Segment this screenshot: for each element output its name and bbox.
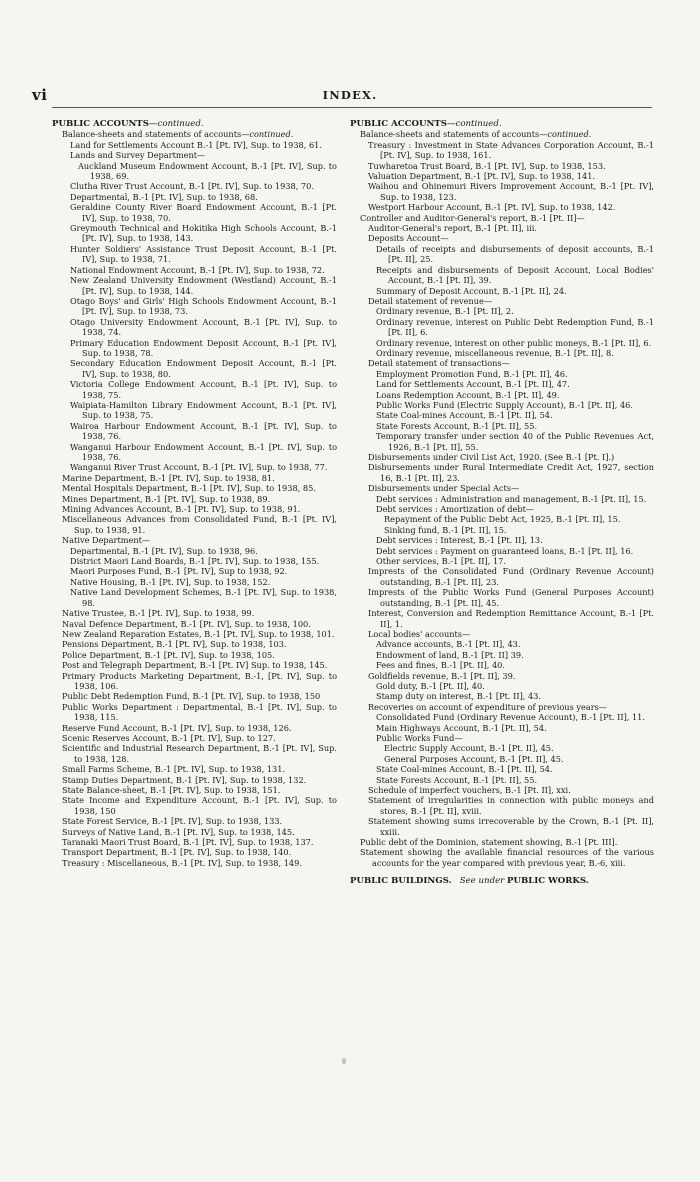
index-entry: Marine Department, B.-1 [Pt. IV], Sup. to 1938, 81.: [62, 472, 275, 483]
index-entry: Native Housing, B.-1 [Pt. IV], Sup. to 1938, 152.: [70, 576, 271, 587]
index-entry: Ordinary revenue, interest on Public Debt Redemption Fund, B.-1 [Pt. II], 6.: [376, 316, 654, 338]
index-entry: Endowment of land, B.-1 [Pt. II] 39.: [376, 649, 524, 660]
index-entry: Debt services : Amortization of debt—: [376, 504, 535, 515]
index-entry: Lands and Survey Department—: [70, 150, 206, 161]
index-entry: Other services, B.-1 [Pt. II], 17.: [376, 556, 506, 567]
index-entry: Transport Department, B.-1 [Pt. IV], Sup. to 1938, 140.: [62, 847, 292, 858]
index-entry: Taranaki Maori Trust Board, B.-1 [Pt. IV], Sup. to 1938, 137.: [62, 837, 314, 848]
index-entry: Sinking fund, B.-1 [Pt. II], 15.: [384, 524, 507, 535]
index-entry: Recoveries on account of expenditure of previous years—: [368, 701, 608, 712]
index-entry: Primary Products Marketing Department, B.-1, [Pt. IV], Sup. to 1938, 106.: [62, 670, 337, 691]
index-entry: Geraldine County River Board Endowment Account, B.-1 [Pt. IV], Sup. to 1938, 70.: [70, 202, 337, 223]
index-entry: Public debt of the Dominion, statement showing, B.-1 [Pt. III].: [360, 837, 618, 848]
paper-speck: [342, 1058, 346, 1064]
header-rule: [52, 107, 652, 108]
index-entry: State Forests Account, B.-1 [Pt. II], 55.: [376, 774, 538, 785]
index-entry: State Coal-mines Account, B.-1 [Pt. II], 54.: [376, 764, 553, 775]
index-entry: Disbursements under Rural Intermediate Credit Act, 1927, section 16, B.-1 [Pt. II], 23.: [368, 462, 654, 483]
index-entry: Controller and Auditor-General's report, B.-1 [Pt. II]—: [360, 212, 585, 223]
index-entry: Loans Redemption Account, B.-1 [Pt. II], 49.: [376, 389, 560, 400]
index-entry: Ordinary revenue, miscellaneous revenue, B.-1 [Pt. II], 8.: [376, 347, 614, 358]
index-entry: Repayment of the Public Debt Act, 1925, B.-1 [Pt. II], 15.: [384, 514, 621, 525]
index-entry: Maori Purposes Fund, B.-1 [Pt. IV], Sup to 1938, 92.: [70, 566, 288, 577]
index-entry: Stamp duty on interest, B.-1 [Pt. II], 43.: [376, 691, 541, 702]
index-entry: Statement showing sums irrecoverable by the Crown, B.-1 [Pt. II], xxiii.: [368, 816, 654, 837]
section-heading: PUBLIC ACCOUNTS—continued.: [52, 119, 204, 129]
index-entry: State Forest Service, B.-1 [Pt. IV], Sup. to 1938, 133.: [62, 816, 283, 827]
page-number: vi: [32, 86, 48, 104]
index-entry: Valuation Department, B.-1 [Pt. IV], Sup. to 1938, 141.: [368, 171, 596, 182]
index-entry: Fees and fines, B.-1 [Pt. II], 40.: [376, 660, 505, 671]
index-entry: Police Department, B.-1 [Pt. IV], Sup. to 1938, 105.: [62, 649, 275, 660]
index-entry: Public Works Fund (Electric Supply Account), B.-1 [Pt. II], 46.: [376, 399, 633, 410]
right-column: [350, 119, 654, 887]
index-entry: Westport Harbour Account, B.-1 [Pt. IV], Sup. to 1938, 142.: [368, 202, 616, 213]
index-entry: Disbursements under Special Acts—: [368, 483, 520, 494]
index-entry: Treasury : Investment in State Advances Corporation Account, B.-1 [Pt. IV], Sup. to 1938, 161.: [368, 139, 654, 161]
index-entry: Public Debt Redemption Fund, B.-1 [Pt. IV], Sup. to 1938, 150: [62, 691, 321, 702]
left-column: [52, 119, 337, 868]
cross-reference-heading: [350, 876, 654, 886]
index-entry: Naval Defence Department, B.-1 [Pt. IV], Sup. to 1938, 100.: [62, 618, 311, 629]
index-entry: Waihou and Ohinemuri Rivers Improvement Account, B.-1 [Pt. IV], Sup. to 1938, 123.: [368, 181, 654, 202]
index-entry: Native Land Development Schemes, B.-1 [Pt. IV], Sup. to 1938, 98.: [70, 587, 337, 608]
index-entry: Debt services : Interest, B.-1 [Pt. II], 13.: [376, 535, 543, 546]
index-entry: Main Highways Account, B.-1 [Pt. II], 54.: [376, 722, 547, 733]
index-entry: Otago Boys' and Girls' High Schools Endowment Account, B.-1 [Pt. IV], Sup. to 1938, 73.: [70, 295, 337, 317]
index-entry: Deposits Account—: [368, 233, 449, 244]
index-entry: Reserve Fund Account, B.-1 [Pt. IV], Sup. to 1938, 126.: [62, 722, 292, 733]
index-entry: Statement showing the available financial resources of the various accounts for the year compared with previous year, B.-6, xiii.: [360, 847, 654, 868]
running-head: INDEX.: [322, 88, 378, 102]
index-entry: Miscellaneous Advances from Consolidated Fund, B.-1 [Pt. IV], Sup. to 1938, 91.: [62, 514, 337, 535]
index-entry: Otago University Endowment Account, B.-1 [Pt. IV], Sup. to 1938, 74.: [70, 316, 337, 338]
index-entry: Public Works Fund—: [376, 732, 463, 743]
index-entry: Native Department—: [62, 535, 151, 546]
cross-reference-term: PUBLIC BUILDINGS.: [350, 876, 452, 887]
index-entry: Secondary Education Endowment Deposit Account, B.-1 [Pt. IV], Sup. to 1938, 80.: [70, 358, 337, 379]
section-heading: PUBLIC ACCOUNTS—continued.: [350, 119, 502, 129]
index-entry: Primary Education Endowment Deposit Account, B.-1 [Pt. IV], Sup. to 1938, 78.: [70, 337, 337, 358]
index-entry: Small Farms Scheme, B.-1 [Pt. IV], Sup. to 1938, 131.: [62, 764, 286, 775]
index-entry: Statement of irregularities in connection with public moneys and stores, B.-1 [Pt. II], xviii.: [368, 795, 654, 816]
index-entry: Scenic Reserves Account, B.-1 [Pt. IV], Sup. to 127.: [62, 732, 276, 743]
index-entry: Auckland Museum Endowment Account, B.-1 [Pt. IV], Sup. to 1938, 69.: [78, 160, 337, 182]
index-entry: State Balance-sheet, B.-1 [Pt. IV], Sup. to 1938, 151.: [62, 785, 281, 795]
index-entry: Details of receipts and disbursements of deposit accounts, B.-1 [Pt. II], 25.: [376, 243, 654, 265]
subsection-heading: Balance-sheets and statements of accounts—continued.: [62, 129, 294, 140]
subsection-heading: Balance-sheets and statements of accounts—continued.: [360, 129, 592, 140]
index-entry: Pensions Department, B.-1 [Pt. IV], Sup. to 1938, 103.: [62, 639, 287, 650]
index-entry: Employment Promotion Fund, B.-1 [Pt. II], 46.: [376, 368, 568, 379]
index-entry: District Maori Land Boards, B.-1 [Pt. IV], Sup. to 1938, 155.: [70, 556, 320, 567]
index-entry: Advance accounts, B.-1 [Pt. II], 43.: [376, 639, 521, 650]
cross-reference-target: PUBLIC WORKS.: [507, 876, 589, 887]
index-entry: Mines Department, B.-1 [Pt. IV], Sup. to 1938, 89.: [62, 493, 271, 504]
cross-reference-see: See under: [459, 876, 505, 887]
index-entry: Consolidated Fund (Ordinary Revenue Account), B.-1 [Pt. II], 11.: [376, 712, 645, 723]
index-entry: Surveys of Native Land, B.-1 [Pt. IV], Sup. to 1938, 145.: [62, 826, 295, 837]
index-entry: Tuwharetoa Trust Board, B.-1 [Pt. IV], Sup. to 1938, 153.: [368, 160, 606, 171]
index-entry: Victoria College Endowment Account, B.-1 [Pt. IV], Sup. to 1938, 75.: [70, 379, 337, 400]
index-entry: Goldfields revenue, B.-1 [Pt. II], 39.: [368, 670, 516, 681]
index-entry: Detail statement of revenue—: [368, 295, 493, 306]
index-entry: State Income and Expenditure Account, B.-1 [Pt. IV], Sup. to 1938, 150: [62, 795, 337, 816]
index-entry: Temporary transfer under section 40 of the Public Revenues Act, 1926, B.-1 [Pt. II], 55.: [376, 431, 654, 452]
index-entry: Imprests of the Consolidated Fund (Ordinary Revenue Account) outstanding, B.-1 [Pt. II], 23.: [368, 566, 654, 587]
index-entry: Mining Advances Account, B.-1 [Pt. IV], Sup. to 1938, 91.: [62, 504, 301, 515]
index-entry: Interest, Conversion and Redemption Remittance Account, B.-1 [Pt. II], 1.: [368, 608, 654, 629]
index-entry: Wanganui Harbour Endowment Account, B.-1 [Pt. IV], Sup. to 1938, 76.: [70, 441, 337, 462]
index-entry: Detail statement of transactions—: [368, 358, 510, 369]
index-entry: Hunter Soldiers' Assistance Trust Deposit Account, B.-1 [Pt. IV], Sup. to 1938, 71.: [70, 243, 337, 265]
index-entry: Waipiata-Hamilton Library Endowment Account, B.-1 [Pt. IV], Sup. to 1938, 75.: [70, 399, 337, 421]
index-entry: Clutha River Trust Account, B.-1 [Pt. IV], Sup. to 1938, 70.: [70, 181, 314, 192]
index-entry: Electric Supply Account, B.-1 [Pt. II], 45.: [384, 743, 554, 754]
index-entry: State Coal-mines Account, B.-1 [Pt. II], 54.: [376, 410, 553, 421]
index-entry: Summary of Deposit Account, B.-1 [Pt. II], 24.: [376, 285, 567, 296]
index-entry: National Endowment Account, B.-1 [Pt. IV], Sup. to 1938, 72.: [70, 264, 325, 275]
index-entry: Schedule of imperfect vouchers, B.-1 [Pt. II], xxi.: [368, 785, 571, 795]
index-entry: Ordinary revenue, B.-1 [Pt. II], 2.: [376, 306, 514, 317]
index-entry: Debt services : Payment on guaranteed loans, B.-1 [Pt. II], 16.: [376, 545, 634, 556]
index-entry: Departmental, B.-1 [Pt. IV], Sup. to 1938, 68.: [70, 191, 258, 202]
index-entry: General Purposes Account, B.-1 [Pt. II], 45.: [384, 753, 564, 764]
index-entry: Wanganui River Trust Account, B.-1 [Pt. IV], Sup. to 1938, 77.: [70, 462, 328, 473]
index-entry: Auditor-General's report, B.-1 [Pt. II], iii.: [368, 223, 537, 234]
index-entry: Wairoa Harbour Endowment Account, B.-1 [Pt. IV], Sup. to 1938, 76.: [70, 420, 337, 442]
index-entry: Disbursements under Civil List Act, 1920. (See B.-1 [Pt. I].): [368, 452, 615, 462]
index-entry: New Zealand Reparation Estates, B.-1 [Pt. IV], Sup. to 1938, 101.: [62, 628, 335, 639]
index-entry: Imprests of the Public Works Fund (General Purposes Account) outstanding, B.-1 [Pt. II], 45.: [368, 587, 654, 608]
left-entries: [52, 140, 337, 868]
index-entry: Stamp Duties Department, B.-1 [Pt. IV], Sup. to 1938, 132.: [62, 774, 307, 785]
index-entry: Debt services : Administration and management, B.-1 [Pt. II], 15.: [376, 493, 647, 504]
right-entries: [350, 140, 654, 868]
index-entry: Land for Settlements Account B.-1 [Pt. IV], Sup. to 1938, 61.: [70, 139, 322, 150]
index-entry: Local bodies' accounts—: [368, 628, 471, 639]
index-entry: Gold duty, B.-1 [Pt. II], 40.: [376, 680, 485, 691]
index-entry: Greymouth Technical and Hokitika High Schools Account, B.-1 [Pt. IV], Sup. to 1938, 143.: [70, 223, 337, 244]
index-entry: Land for Settlements Account, B.-1 [Pt. II], 47.: [376, 379, 570, 390]
index-entry: Ordinary revenue, interest on other public moneys, B.-1 [Pt. II], 6.: [376, 337, 652, 348]
index-entry: Scientific and Industrial Research Department, B.-1 [Pt. IV], Sup. to 1938, 128.: [62, 743, 337, 764]
index-entry: Post and Telegraph Department, B.-1 [Pt. IV] Sup. to 1938, 145.: [62, 660, 328, 671]
index-entry: Mental Hospitals Department, B.-1 [Pt. IV], Sup. to 1938, 85.: [62, 483, 316, 494]
index-entry: Native Trustee, B.-1 [Pt. IV], Sup. to 1938, 99.: [62, 608, 255, 619]
index-entry: Treasury : Miscellaneous, B.-1 [Pt. IV], Sup. to 1938, 149.: [62, 857, 302, 868]
index-entry: Receipts and disbursements of Deposit Account, Local Bodies' Account, B.-1 [Pt. II], 39.: [376, 264, 654, 286]
index-entry: Public Works Department : Departmental, B.-1 [Pt. IV], Sup. to 1938, 115.: [62, 701, 337, 723]
index-entry: State Forests Account, B.-1 [Pt. II], 55.: [376, 420, 538, 431]
index-entry: New Zealand University Endowment (Westland) Account, B.-1 [Pt. IV], Sup. to 1938, 144.: [70, 275, 337, 296]
index-entry: Departmental, B.-1 [Pt. IV], Sup. to 1938, 96.: [70, 545, 258, 556]
